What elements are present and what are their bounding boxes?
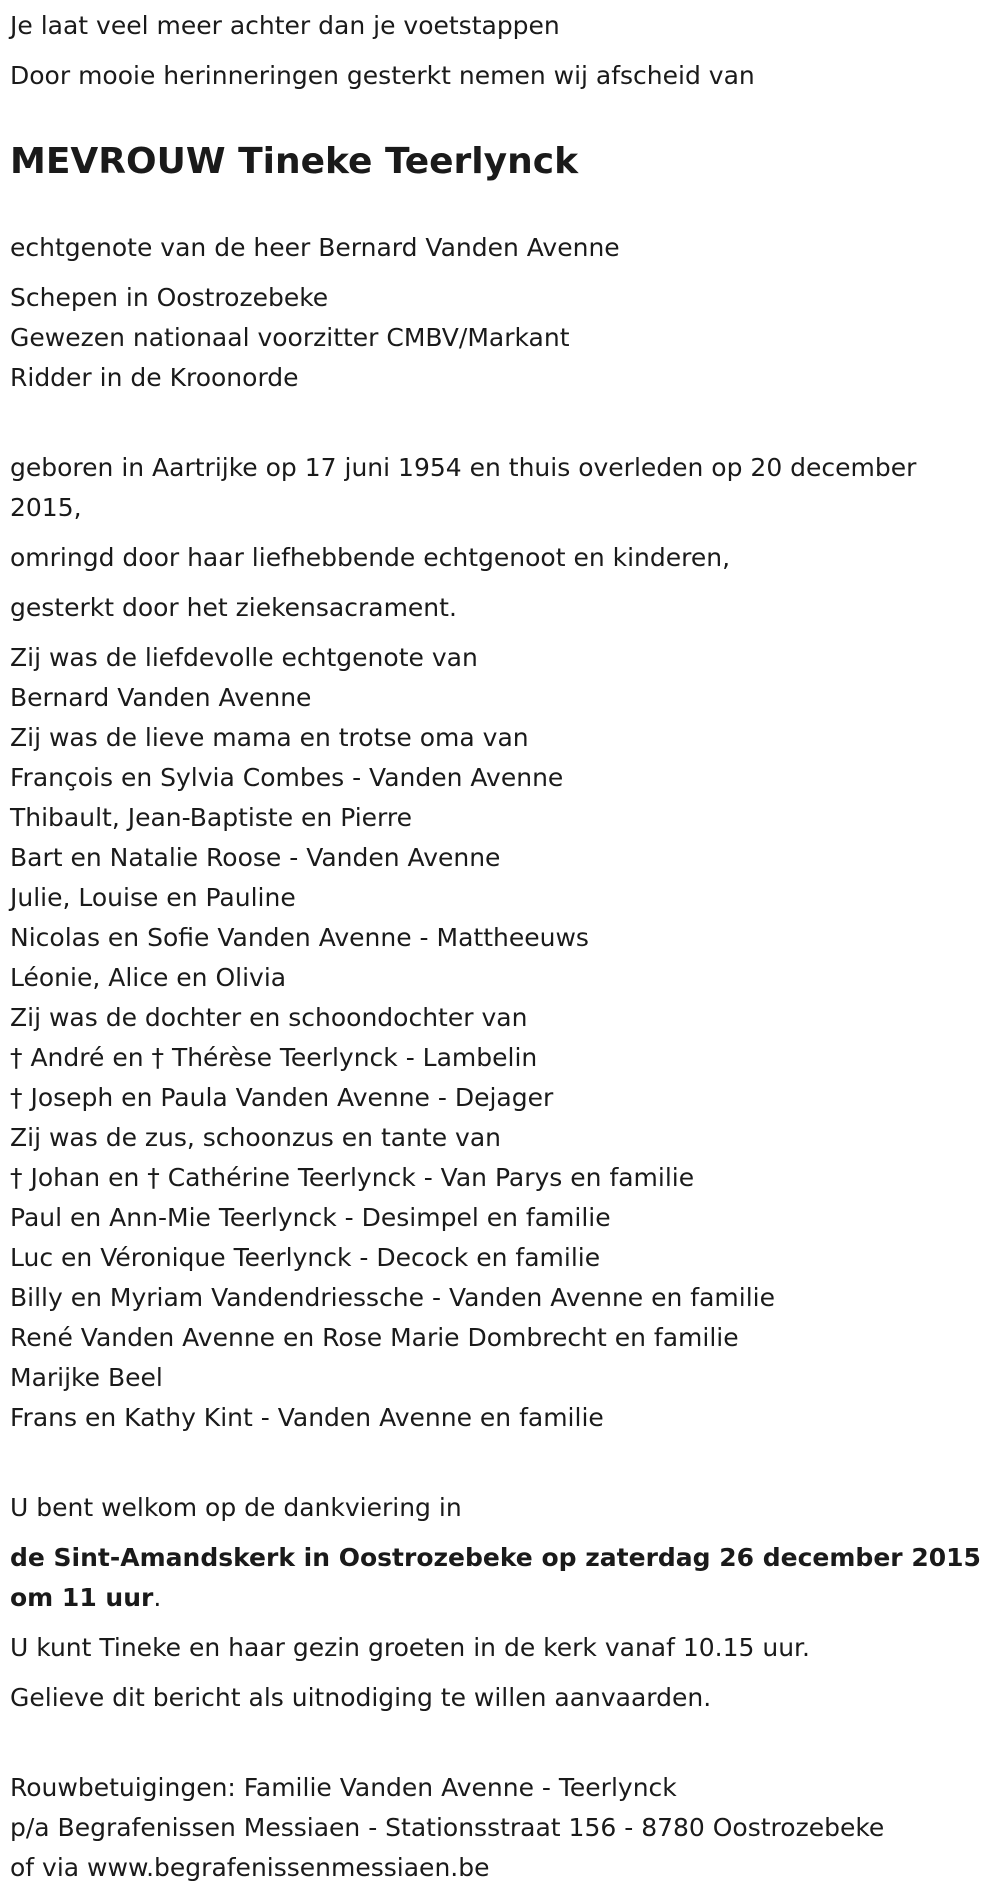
intro-line-2: Door mooie herinneringen gesterkt nemen wij afscheid van [10, 61, 755, 90]
family-line: Bart en Natalie Roose - Vanden Avenne [10, 843, 501, 872]
family-line: Luc en Véronique Teerlynck - Decock en familie [10, 1243, 601, 1272]
birth-death-line: geboren in Aartrijke op 17 juni 1954 en thuis overleden op 20 december 2015, [10, 453, 917, 522]
welcome-line: U bent welkom op de dankviering in [10, 1493, 462, 1522]
ceremony-details: de Sint-Amandskerk in Oostrozebeke op zaterdag 26 december 2015 om 11 uur [10, 1543, 981, 1612]
family-line: Marijke Beel [10, 1363, 163, 1392]
family-line: René Vanden Avenne en Rose Marie Dombrecht en familie [10, 1323, 739, 1352]
condolences-block [10, 1768, 990, 1888]
family-line: Nicolas en Sofie Vanden Avenne - Mattheeuws [10, 923, 589, 952]
spacer [10, 1448, 990, 1488]
condolences-line: Rouwbetuigingen: Familie Vanden Avenne - Teerlynck [10, 1773, 677, 1802]
spacer [10, 408, 990, 448]
family-line: Léonie, Alice en Olivia [10, 963, 287, 992]
title-item: Gewezen nationaal voorzitter CMBV/Markant [10, 323, 570, 352]
family-line: † Joseph en Paula Vanden Avenne - Dejager [10, 1083, 554, 1112]
greeting-line: U kunt Tineke en haar gezin groeten in de kerk vanaf 10.15 uur. [10, 1633, 810, 1662]
deceased-name: MEVROUW Tineke Teerlynck [10, 141, 579, 182]
family-line: Billy en Myriam Vandendriessche - Vanden Avenne en familie [10, 1283, 776, 1312]
family-line: Paul en Ann-Mie Teerlynck - Desimpel en familie [10, 1203, 611, 1232]
title-item: Schepen in Oostrozebeke [10, 283, 329, 312]
titles-list [10, 278, 990, 398]
family-line: † Johan en † Cathérine Teerlynck - Van Parys en familie [10, 1163, 695, 1192]
family-line: Thibault, Jean-Baptiste en Pierre [10, 803, 413, 832]
sacrament-line: gesterkt door het ziekensacrament. [10, 593, 457, 622]
surrounded-line: omringd door haar liefhebbende echtgenoot en kinderen, [10, 543, 731, 572]
family-line: Julie, Louise en Pauline [10, 883, 296, 912]
family-line: Zij was de zus, schoonzus en tante van [10, 1123, 502, 1152]
family-line: François en Sylvia Combes - Vanden Avenne [10, 763, 564, 792]
invitation-line: Gelieve dit bericht als uitnodiging te willen aanvaarden. [10, 1683, 712, 1712]
ceremony-period: . [153, 1583, 162, 1612]
condolences-website: of via www.begrafenissenmessiaen.be [10, 1853, 490, 1882]
spouse-line: echtgenote van de heer Bernard Vanden Avenne [10, 233, 620, 262]
family-line: Zij was de lieve mama en trotse oma van [10, 723, 529, 752]
family-line: Zij was de dochter en schoondochter van [10, 1003, 528, 1032]
family-line: † André en † Thérèse Teerlynck - Lambelin [10, 1043, 538, 1072]
title-item: Ridder in de Kroonorde [10, 363, 299, 392]
family-line: Bernard Vanden Avenne [10, 683, 312, 712]
family-list [10, 638, 990, 1438]
family-line: Zij was de liefdevolle echtgenote van [10, 643, 478, 672]
intro-line-1: Je laat veel meer achter dan je voetstappen [10, 11, 560, 40]
family-line: Frans en Kathy Kint - Vanden Avenne en familie [10, 1403, 604, 1432]
ceremony-line [10, 1538, 990, 1618]
condolences-address: p/a Begrafenissen Messiaen - Stationsstraat 156 - 8780 Oostrozebeke [10, 1813, 885, 1842]
spacer [10, 1728, 990, 1768]
